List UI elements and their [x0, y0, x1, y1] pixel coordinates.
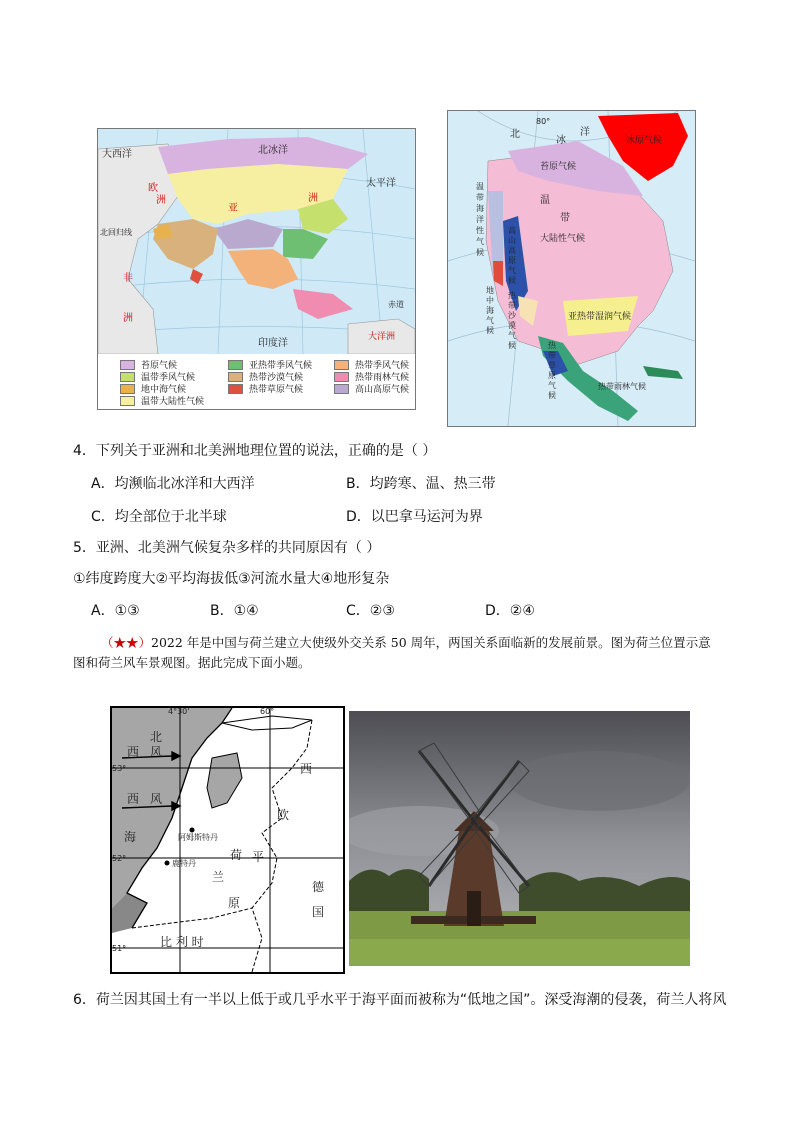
continent-label: 洲	[308, 193, 318, 204]
map-label-continental: 大陆性气候	[540, 234, 586, 244]
netherlands-location-map	[110, 706, 345, 974]
map-label: 海	[124, 830, 137, 844]
question-4-option-c[interactable]: C．均全部位于北半球	[91, 509, 227, 525]
map-label: 平	[252, 850, 265, 864]
legend-item: 热带雨林气候	[334, 370, 409, 383]
map-label: 国	[312, 905, 325, 919]
city-label: 鹿特丹	[172, 859, 196, 868]
legend-swatch	[120, 372, 135, 382]
asia-climate-map	[97, 128, 416, 410]
legend-swatch	[334, 360, 349, 370]
map-label: 风	[150, 745, 163, 759]
map-label: 欧	[277, 808, 290, 822]
question-4-stem: 4．下列关于亚洲和北美洲地理位置的说法，正确的是（ ）	[73, 443, 437, 459]
map-label: 比 利 时	[160, 935, 204, 949]
legend-swatch	[334, 384, 349, 394]
difficulty-stars: （★★）	[101, 635, 152, 650]
map-label: 兰	[212, 870, 225, 884]
map-label-warm: 温	[540, 195, 550, 206]
ocean-label: 洋	[580, 127, 590, 138]
latitude-label: 52°	[112, 854, 127, 863]
question-5-option-d[interactable]: D．②④	[485, 603, 535, 619]
map-label-highland: 高山高原气候	[508, 226, 516, 285]
intro-paragraph	[73, 633, 721, 673]
city-label: 阿姆斯特丹	[178, 833, 218, 842]
map-label-desert: 热带沙漠气候	[508, 291, 516, 350]
legend-swatch	[228, 372, 243, 382]
ocean-label: 大西洋	[102, 149, 132, 160]
legend-item: 温带大陆性气候	[120, 394, 204, 407]
question-6-text: 6．荷兰因其国土有一半以上低于或几乎水平于海平面而被称为“低地之国”。深受海潮的侵袭，荷兰人将风	[73, 992, 727, 1008]
longitude-label: 60°	[260, 707, 275, 716]
legend	[98, 354, 415, 409]
continent-label: 大洋洲	[368, 332, 396, 342]
latitude-label: 51°	[112, 944, 127, 953]
latitude-label: 赤道	[388, 300, 404, 309]
legend-item: 高山高原气候	[334, 382, 409, 395]
map-label-mediterranean: 地中海气候	[486, 286, 494, 335]
asia-map-graphic	[98, 129, 415, 354]
map-label-oceanic: 温带海洋性气候	[476, 182, 484, 257]
north-america-climate-map	[447, 110, 696, 427]
intro-text: 2022 年是中国与荷兰建立大使级外交关系 50 周年，两国关系面临新的发展前景。图为荷兰位置示意图和荷兰风车景观图。据此完成下面小题。	[73, 635, 711, 670]
legend-swatch	[120, 396, 135, 406]
ocean-label: 印度洋	[258, 338, 288, 349]
latitude-label: 53°	[112, 764, 127, 773]
ocean-label: 北	[510, 129, 520, 140]
question-4-option-a[interactable]: A．均濒临北冰洋和大西洋	[91, 476, 255, 492]
legend-swatch	[228, 360, 243, 370]
legend-item: 地中海气候	[120, 382, 186, 395]
legend-swatch	[120, 360, 135, 370]
nl-map-graphic	[112, 708, 343, 972]
legend-swatch	[120, 384, 135, 394]
legend-item: 温带季风气候	[120, 370, 195, 383]
windmill-photo	[349, 711, 690, 966]
map-label-icecap: 冰原气候	[626, 136, 663, 146]
longitude-label: 4°30'	[168, 707, 190, 716]
legend-item: 热带沙漠气候	[228, 370, 303, 383]
ocean-label: 冰	[556, 135, 566, 146]
map-label: 风	[150, 792, 163, 806]
map-label-subtropical: 亚热带湿润气候	[568, 309, 631, 322]
latitude-label: 北回归线	[100, 228, 132, 237]
question-4-option-b[interactable]: B．均跨寒、温、热三带	[346, 476, 496, 492]
map-label-tundra: 苔原气候	[540, 162, 577, 172]
legend-item: 热带草原气候	[228, 382, 303, 395]
continent-label: 非	[123, 273, 133, 284]
legend-swatch	[334, 372, 349, 382]
question-5-option-b[interactable]: B．①④	[210, 603, 259, 619]
ocean-label: 北冰洋	[258, 145, 288, 156]
map-label: 荷	[230, 848, 243, 862]
continent-label: 欧	[148, 183, 158, 194]
map-label: 德	[312, 880, 325, 894]
map-label: 西	[127, 792, 140, 806]
map-label-rainforest: 热带雨林气候	[598, 382, 646, 391]
degree-label: 80°	[536, 117, 551, 126]
question-5-sub: ①纬度跨度大②平均海拔低③河流水量大④地形复杂	[73, 571, 390, 587]
ocean-label: 太平洋	[366, 178, 396, 189]
question-5-option-c[interactable]: C．②③	[346, 603, 395, 619]
map-label: 西	[127, 745, 140, 759]
legend-item: 苔原气候	[120, 358, 177, 371]
map-label: 西	[300, 762, 313, 776]
legend-item: 亚热带季风气候	[228, 358, 312, 371]
map-label: 原	[228, 896, 241, 910]
map-label-belt: 带	[560, 213, 570, 224]
legend-item: 热带季风气候	[334, 358, 409, 371]
map-label: 北	[150, 730, 163, 744]
question-5-stem: 5．亚洲、北美洲气候复杂多样的共同原因有（ ）	[73, 540, 381, 556]
continent-label: 亚	[228, 203, 238, 214]
question-5-option-a[interactable]: A．①③	[91, 603, 140, 619]
question-4-option-d[interactable]: D．以巴拿马运河为界	[346, 509, 483, 525]
continent-label: 洲	[123, 313, 133, 324]
windmill-photo-graphic	[349, 711, 690, 966]
map-label-savanna: 热带草原气候	[548, 341, 556, 400]
continent-label: 洲	[156, 195, 166, 206]
legend-swatch	[228, 384, 243, 394]
